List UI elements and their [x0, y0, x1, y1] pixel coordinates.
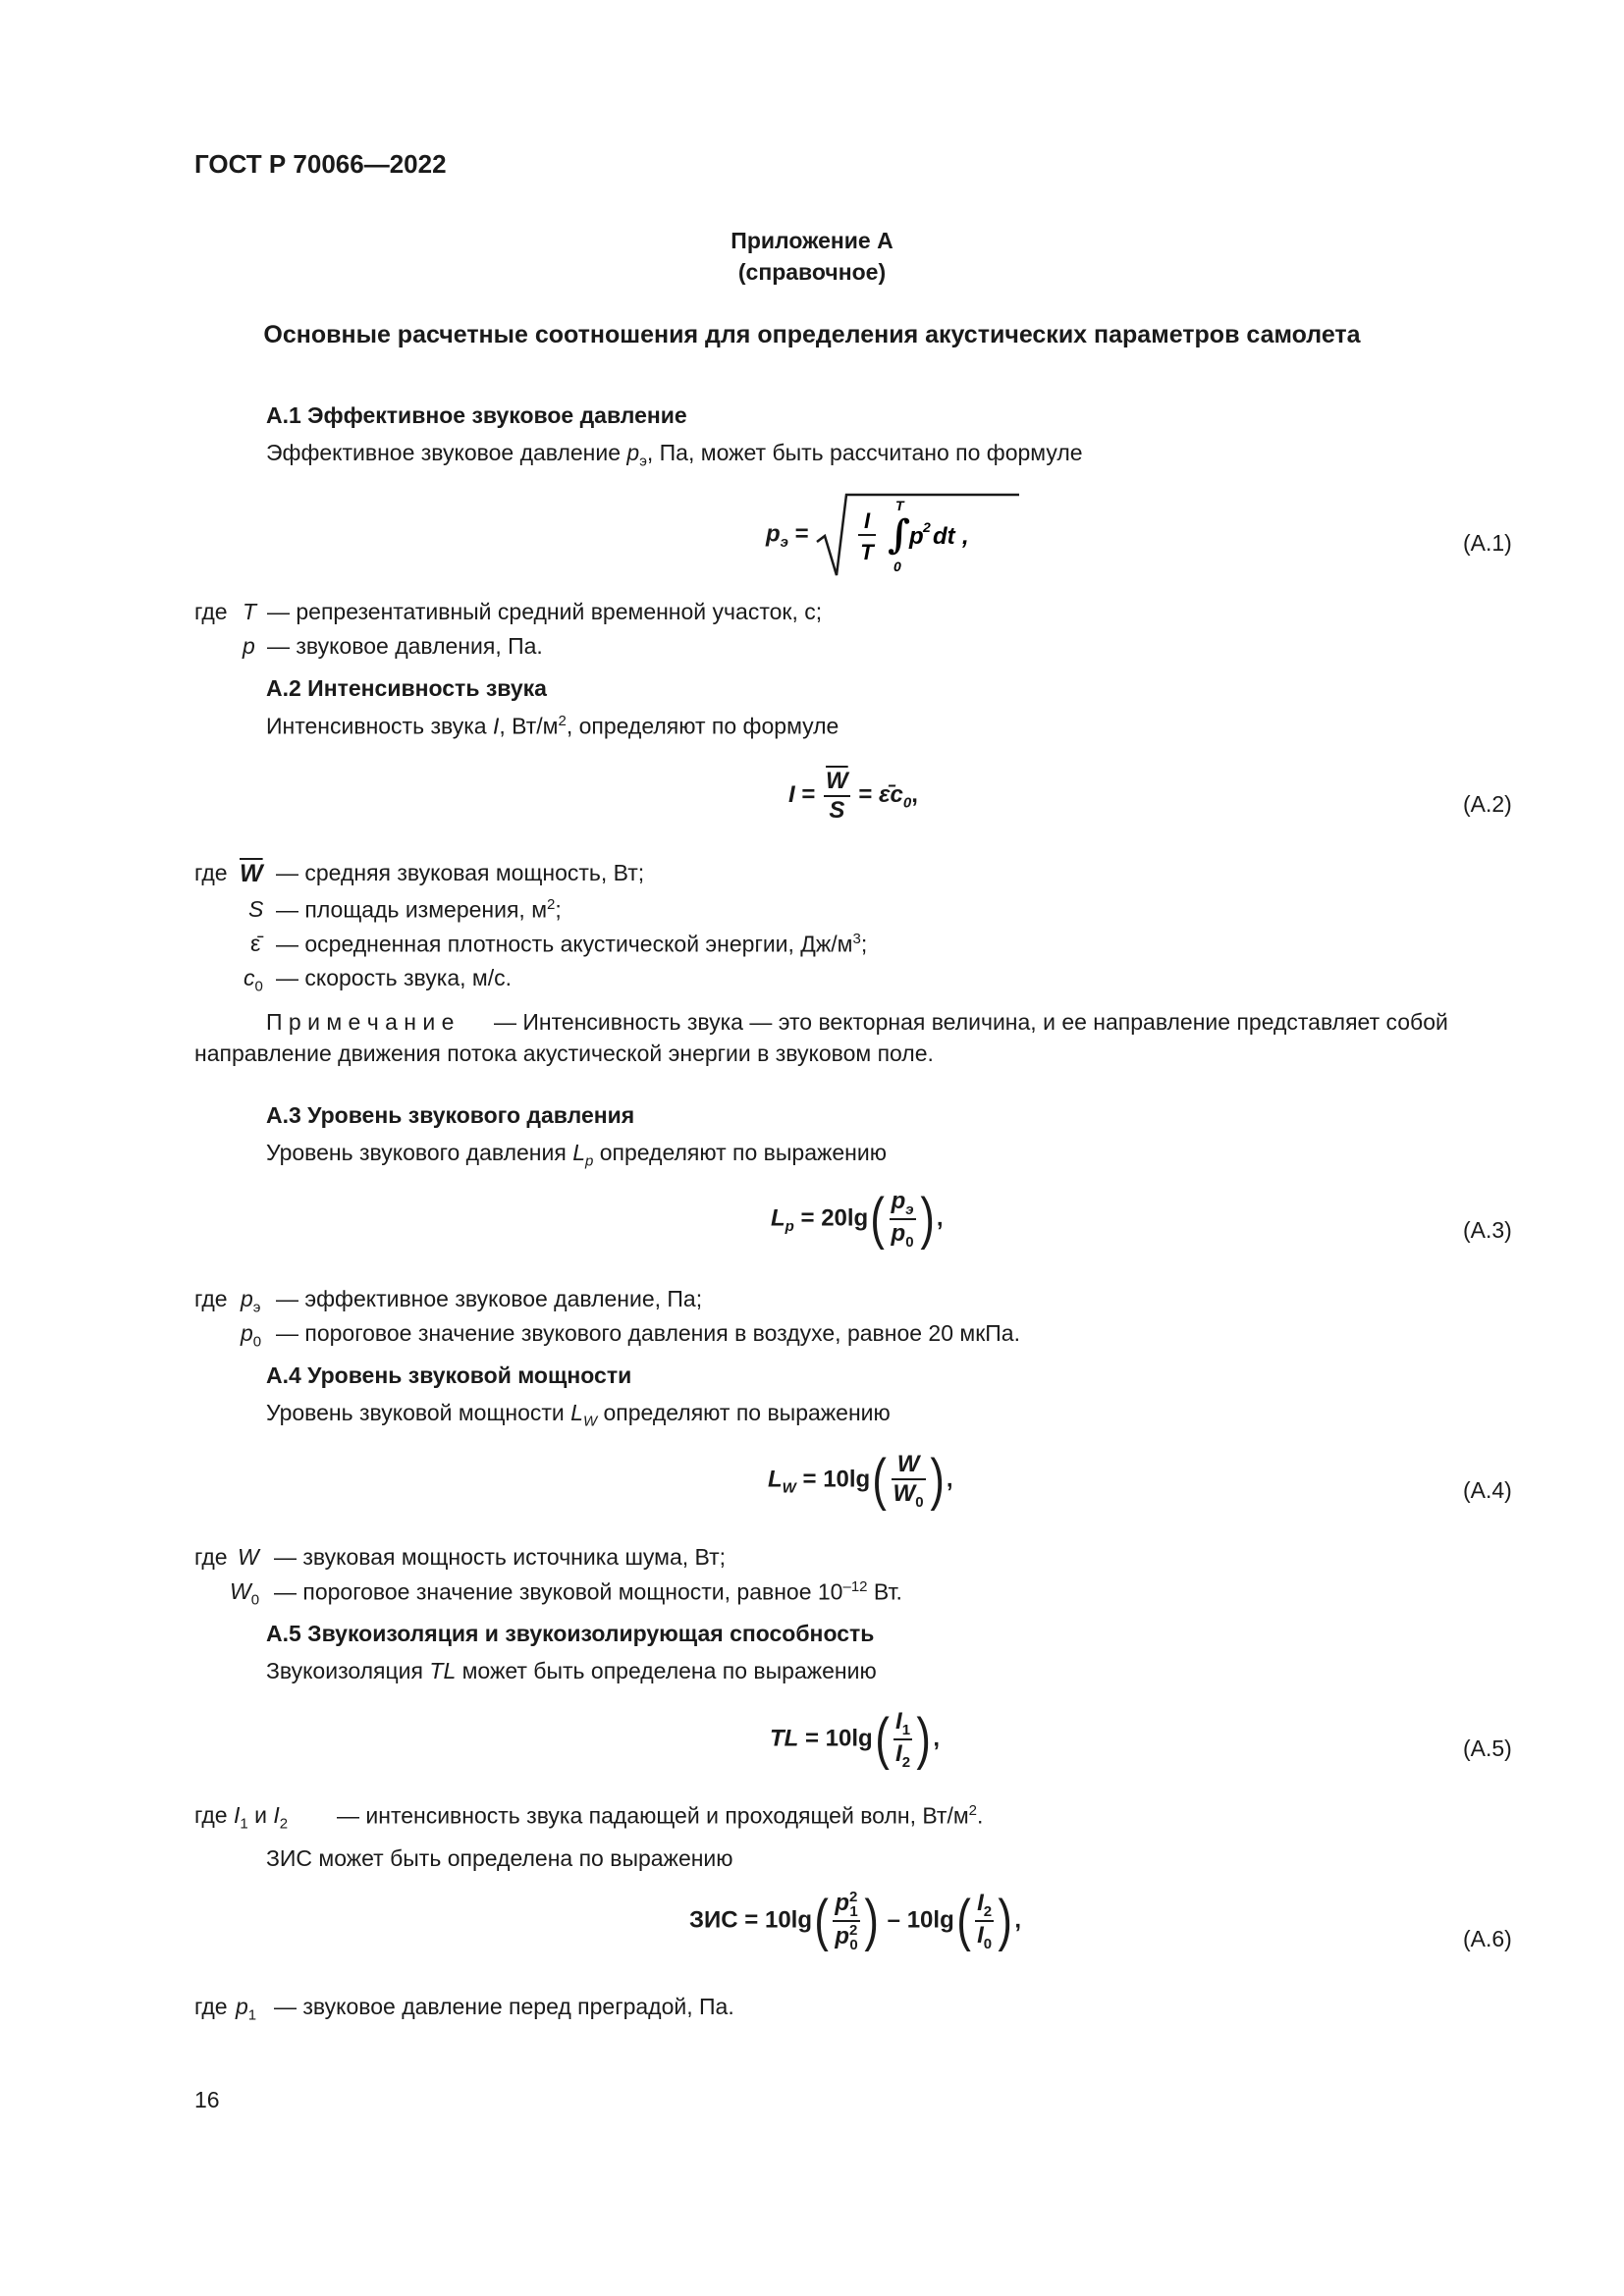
a5-def2-text: — звуковое давление перед преградой, Па. [274, 1994, 734, 2019]
svg-text:T: T [860, 540, 875, 564]
a3-def1-symbol: $p_э$ [241, 1286, 261, 1316]
a1-where: где [194, 599, 228, 624]
a4-def1-text: — звуковая мощность источника шума, Вт; [274, 1544, 727, 1570]
a3-def2-symbol: $p_0$ [241, 1320, 262, 1351]
formula-a1: $p_э$ = I T ∫ T 0 p 2 dt , [766, 491, 1021, 579]
section-a1-heading: А.1 Эффективное звуковое давление [266, 402, 687, 428]
svg-text:dt: dt [933, 523, 955, 550]
a4-def1-symbol: W [238, 1544, 259, 1570]
eq-number-a3: (А.3) [1463, 1217, 1512, 1243]
formula-a6: ЗИС = 10lg( $\frac{p^2_1}{p^2_0}$ ) – 10lg( $\frac{I_2}{I_0}$ ) , [689, 1889, 1022, 1953]
svg-text:T: T [895, 498, 904, 513]
a2-def1-symbol: $\overline{W}$ [240, 860, 263, 887]
a2-def3-symbol: ε̄ [250, 931, 261, 956]
section-a5-intro: Звукоизоляция TL может быть определена по выражению [266, 1658, 877, 1683]
svg-text:,: , [962, 523, 969, 550]
document-code: ГОСТ Р 70066—2022 [194, 149, 447, 179]
main-title: Основные расчетные соотношения для определения акустических параметров самолета [263, 321, 1361, 348]
a1-def1-symbol: T [243, 599, 257, 624]
a1-def2-text: — звуковое давления, Па. [267, 633, 543, 659]
svg-text:0: 0 [893, 559, 902, 574]
a4-def2-text: — пороговое значение звуковой мощности, равное $10^{-12}$ Вт. [274, 1578, 902, 1605]
a2-where: где [194, 860, 228, 885]
section-a4-heading: А.4 Уровень звуковой мощности [266, 1362, 632, 1388]
a4-def2-symbol: $W_0$ [230, 1578, 260, 1609]
appendix-title: Приложение А [731, 228, 893, 253]
eq-number-a2: (А.2) [1463, 791, 1512, 817]
eq-number-a1: (А.1) [1463, 530, 1512, 556]
eq-number-a4: (А.4) [1463, 1477, 1512, 1503]
page-number: 16 [194, 2087, 220, 2112]
a2-def4-symbol: $c_0$ [244, 965, 263, 995]
section-a3-intro: Уровень звукового давления $L_p$ определяют по выражению [266, 1140, 887, 1170]
a2-def4-text: — скорость звука, м/с. [276, 965, 512, 990]
a2-note-label: П р и м е ч а н и е [266, 1009, 455, 1035]
a2-def2-symbol: S [248, 896, 264, 922]
a2-note-line1: — Интенсивность звука — это векторная величина, и ее направление представляет собой [494, 1009, 1448, 1035]
a1-def1-text: — репрезентативный средний временной участок, с; [267, 599, 823, 624]
section-a1-intro: Эффективное звуковое давление $p_э$, Па, может быть рассчитано по формуле [266, 440, 1083, 470]
appendix-subtitle: (справочное) [737, 259, 887, 285]
eq-number-a5: (А.5) [1463, 1735, 1512, 1761]
a2-def1-text: — средняя звуковая мощность, Вт; [276, 860, 645, 885]
a1-def2-symbol: p [243, 633, 255, 659]
section-a3-heading: А.3 Уровень звукового давления [266, 1102, 635, 1128]
svg-text:p: p [909, 523, 924, 550]
a5-where: где [194, 1994, 228, 2019]
sqrt-symbol [815, 491, 1021, 579]
a5-zis-intro: ЗИС может быть определена по выражению [266, 1845, 733, 1871]
section-a4-intro: Уровень звуковой мощности $L_W$ определяют по выражению [266, 1400, 891, 1430]
formula-a2: I = $\frac{\overline{W}}{S}$ = $\varepsilon̄c_0$, [788, 768, 918, 824]
section-a2-heading: А.2 Интенсивность звука [266, 675, 547, 701]
a3-def2-text: — пороговое значение звукового давления в воздухе, равное 20 мкПа. [276, 1320, 1020, 1346]
svg-text:2: 2 [923, 519, 932, 535]
section-a2-intro: Интенсивность звука I, $Вт/м^2$, определяют по формуле [266, 713, 839, 739]
formula-a5: TL = 10lg( $\frac{I_1}{I_2}$ ) , [770, 1707, 941, 1772]
integral-sign: ∫ [888, 511, 911, 558]
a2-note-line2: направление движения потока акустической энергии в звуковом поле. [194, 1041, 934, 1066]
a2-def3-text: — осредненная плотность акустической энергии, $Дж/м^3$; [276, 931, 868, 957]
a3-where: где [194, 1286, 228, 1311]
formula-a3: $L_p = 20\lg$( $\frac{p_э}{p_0}$ ) , [771, 1187, 944, 1252]
a5-def2-symbol: $p_1$ [236, 1994, 257, 2024]
eq-number-a6: (А.6) [1463, 1926, 1512, 1951]
a5-def1-text: — интенсивность звука падающей и проходящей волн, $Вт/м^2$. [337, 1802, 984, 1829]
a2-def2-text: — площадь измерения, $м^2$; [276, 896, 562, 923]
a4-where: где [194, 1544, 228, 1570]
a3-def1-text: — эффективное звуковое давление, Па; [276, 1286, 703, 1311]
a5-def1: где $I_1$ и $I_2$ [194, 1802, 289, 1833]
section-a5-heading: А.5 Звукоизоляция и звукоизолирующая способность [266, 1621, 875, 1646]
svg-text:I: I [864, 508, 871, 533]
formula-a4: $L_W = 10\lg$( $\frac{W}{W_0}$ ) , [768, 1448, 953, 1513]
